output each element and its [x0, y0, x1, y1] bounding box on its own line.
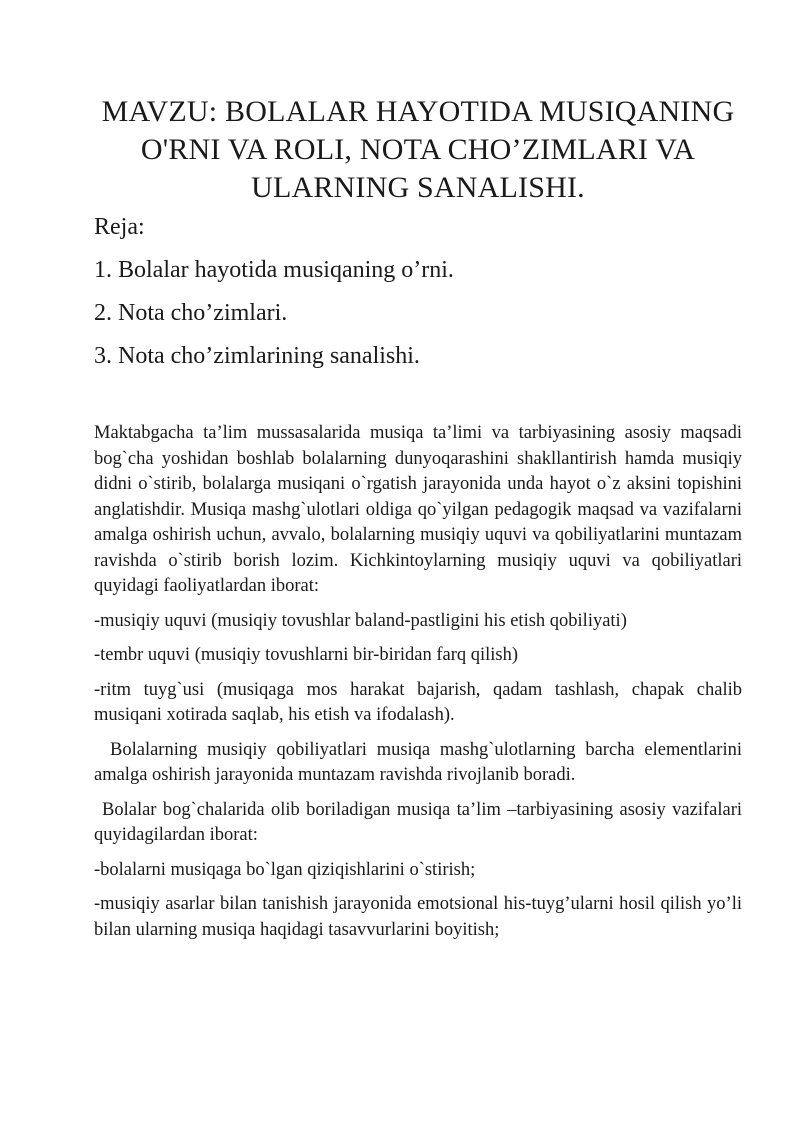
plan-item: 1. Bolalar hayotida musiqaning o’rni. [94, 257, 454, 283]
list-item: -ritm tuyg`usi (musiqaga mos harakat bajarish, qadam tashlash, chapak chalib musiqani xotirada saqlab, his etish va ifodalash). [94, 679, 742, 725]
paragraph: Maktabgacha ta’lim mussasalarida musiqa ta’limi va tarbiyasining asosiy maqsadi bog`cha yoshidan boshlab bolalarning dunyoqarashini shakllantirish hamda musiqiy didni o`stirib, bolalarga musiqani o`rgatish jarayonida unda hayot o`z aksini topishini anglatishdir. Musiqa mashg`ulotlari oldiga qo`yilgan pedagogik maqsad va vazifalarni amalga oshirish uchun, avvalo, bolalarning musiqiy uquvi va qobiliyatlarini muntazam ravishda o`stirib borish lozim. Kichkintoylarning musiqiy uquvi va qobiliyatlari quyidagi faoliyatlardan iborat: [94, 423, 742, 596]
list-item: -musiqiy asarlar bilan tanishish jarayonida emotsional his-tuyg’ularni hosil qilish yo’li bilan ularning musiqa haqidagi tasavvurlarini boyitish; [94, 894, 742, 940]
list-item: -bolalarni musiqaga bo`lgan qiziqishlarini o`stirish; [94, 859, 476, 880]
document-page [94, 93, 742, 952]
paragraph: Bolalar bog`chalarida olib boriladigan musiqa ta’lim –tarbiyasining asosiy vazifalari quyidagilardan iborat: [94, 799, 742, 845]
document-title: MAVZU: BOLALAR HAYOTIDA MUSIQANING O'RNI VA ROLI, NOTA CHO’ZIMLARI VA ULARNING SANALISHI. [101, 95, 735, 204]
plan-section [94, 213, 742, 370]
list-item: -tembr uquvi (musiqiy tovushlarni bir-biridan farq qilish) [94, 645, 519, 665]
plan-heading: Reja: [94, 214, 145, 240]
paragraph: Bolalarning musiqiy qobiliyatlari musiqa mashg`ulotlarning barcha elementlarini amalga oshirish jarayonida muntazam ravishda rivojlanib boradi. [94, 739, 742, 785]
body-text [94, 421, 742, 943]
list-item: -musiqiy uquvi (musiqiy tovushlar baland-pastligini his etish qobiliyati) [94, 610, 627, 631]
plan-item: 2. Nota cho’zimlari. [94, 300, 288, 326]
plan-item: 3. Nota cho’zimlarining sanalishi. [94, 343, 420, 369]
